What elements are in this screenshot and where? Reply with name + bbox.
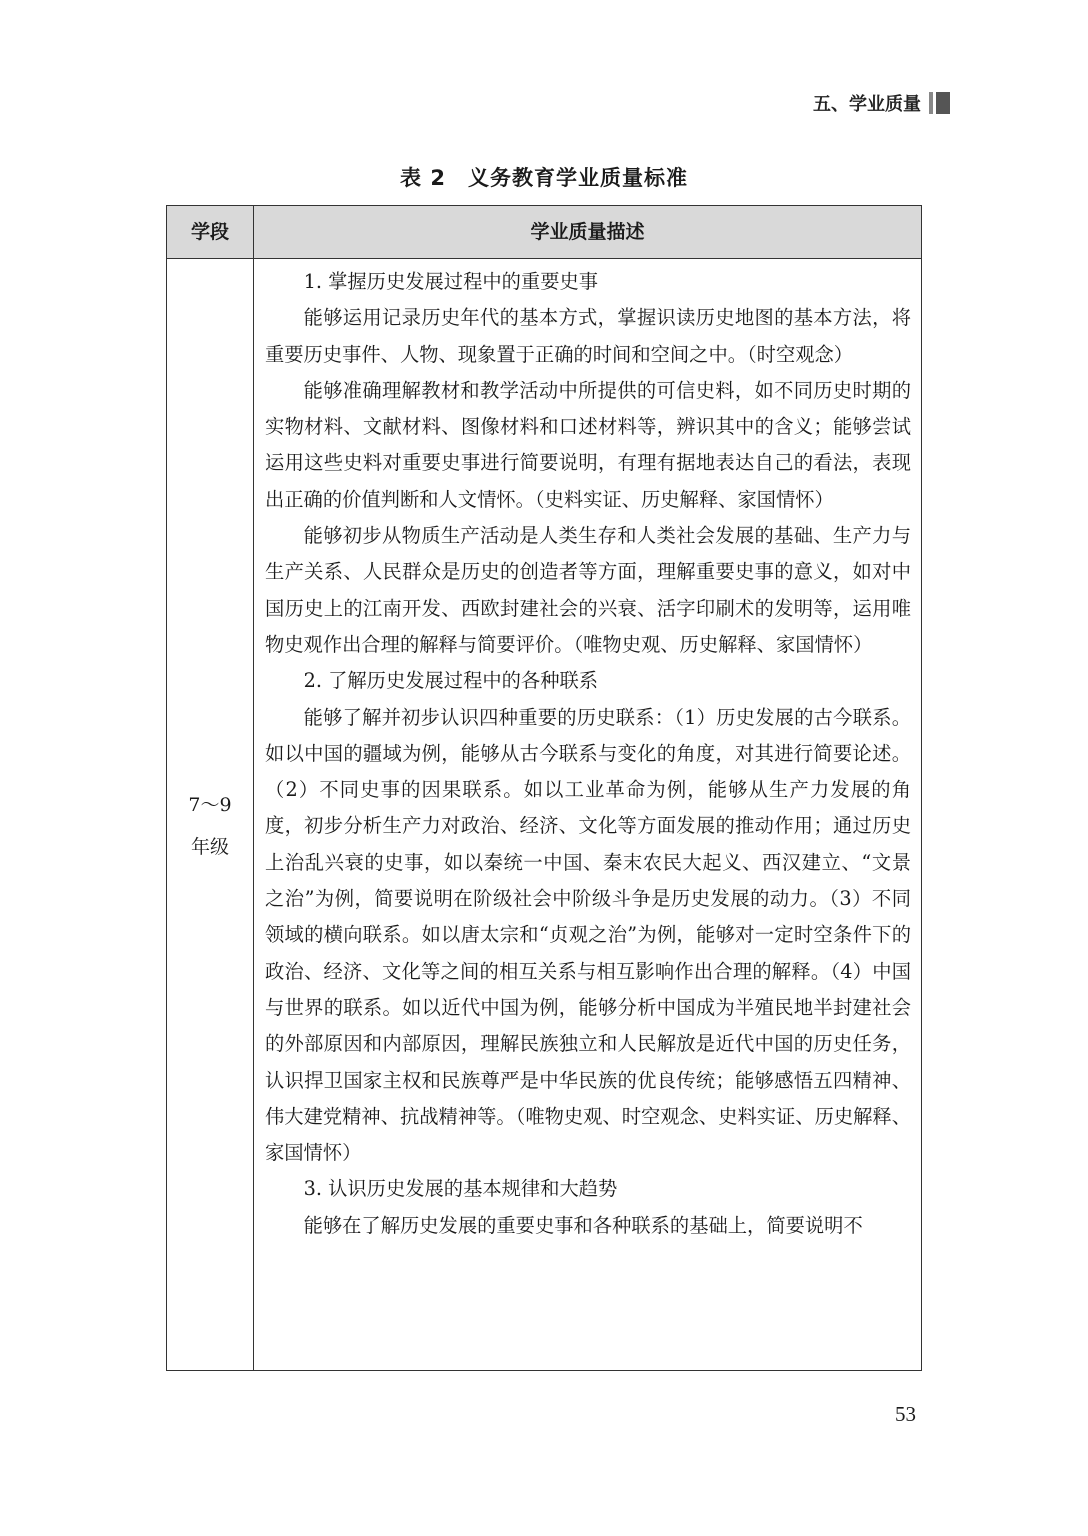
- paragraph: 能够在了解历史发展的重要史事和各种联系的基础上，简要说明不: [303, 1213, 863, 1237]
- column-divider: [253, 206, 254, 1370]
- running-head: [813, 90, 950, 116]
- header-description: 学业质量描述: [530, 221, 645, 243]
- page-number: 53: [895, 1402, 916, 1426]
- grade-cell: [167, 784, 253, 868]
- chapter-title: 五、学业质量: [813, 94, 921, 115]
- table-header: [167, 206, 921, 259]
- paragraph: 能够运用记录历史年代的基本方式，掌握识读历史地图的基本方法，将重要历史事件、人物、现象置于正确的时间和空间之中。（时空观念）: [265, 306, 911, 366]
- paragraph: 能够了解并初步认识四种重要的历史联系：（1）历史发展的古今联系。如以中国的疆域为例，能够从古今联系与变化的角度，对其进行简要论述。（2）不同史事的因果联系。如以工业革命为例，能够从生产力发展的角度，初步分析生产力对政治、经济、文化等方面发展的推动作用；通过历史上治乱兴衰的史事，如以秦统一中国、秦末农民大起义、西汉建立、“文景之治”为例，简要说明在阶级社会中阶级斗争是历史发展的动力。（3）不同领域的横向联系。如以唐太宗和“贞观之治”为例，能够对一定时空条件下的政治、经济、文化等之间的相互关系与相互影响作出合理的解释。（4）中国与世界的联系。如以近代中国为例，能够分析中国成为半殖民地半封建社会的外部原因和内部原因，理解民族独立和人民解放是近代中国的历史任务，认识捍卫国家主权和民族尊严是中华民族的优良传统；能够感悟五四精神、伟大建党精神、抗战精神等。（唯物史观、时空观念、史料实证、历史解释、家国情怀）: [265, 705, 911, 1165]
- table-number: 表 2: [400, 166, 446, 190]
- heading-1: 1. 掌握历史发展过程中的重要史事: [303, 270, 599, 293]
- heading-2: 2. 了解历史发展过程中的各种联系: [303, 669, 599, 693]
- description-cell: [265, 264, 911, 1244]
- paragraph: 能够准确理解教材和教学活动中所提供的可信史料，如不同历史时期的实物材料、文献材料、图像材料和口述材料等，辨识其中的含义；能够尝试运用这些史料对重要史事进行简要说明，有理有据地表达自己的看法，表现出正确的价值判断和人文情怀。（史料实证、历史解释、家国情怀）: [265, 378, 911, 511]
- grade-unit: 年级: [190, 836, 229, 858]
- grade-range: 7～9: [188, 794, 232, 816]
- quality-standard-table: [166, 205, 922, 1371]
- table-title-text: 义务教育学业质量标准: [467, 166, 688, 190]
- header-stage: 学段: [190, 221, 229, 243]
- chapter-marker-icon: [929, 92, 950, 114]
- paragraph: 能够初步从物质生产活动是人类生存和人类社会发展的基础、生产力与生产关系、人民群众是历史的创造者等方面，理解重要史事的意义，如对中国历史上的江南开发、西欧封建社会的兴衰、活字印刷术的发明等，运用唯物史观作出合理的解释与简要评价。（唯物史观、历史解释、家国情怀）: [265, 524, 911, 656]
- table-title: [0, 162, 1088, 192]
- heading-3: 3. 认识历史发展的基本规律和大趋势: [303, 1177, 618, 1201]
